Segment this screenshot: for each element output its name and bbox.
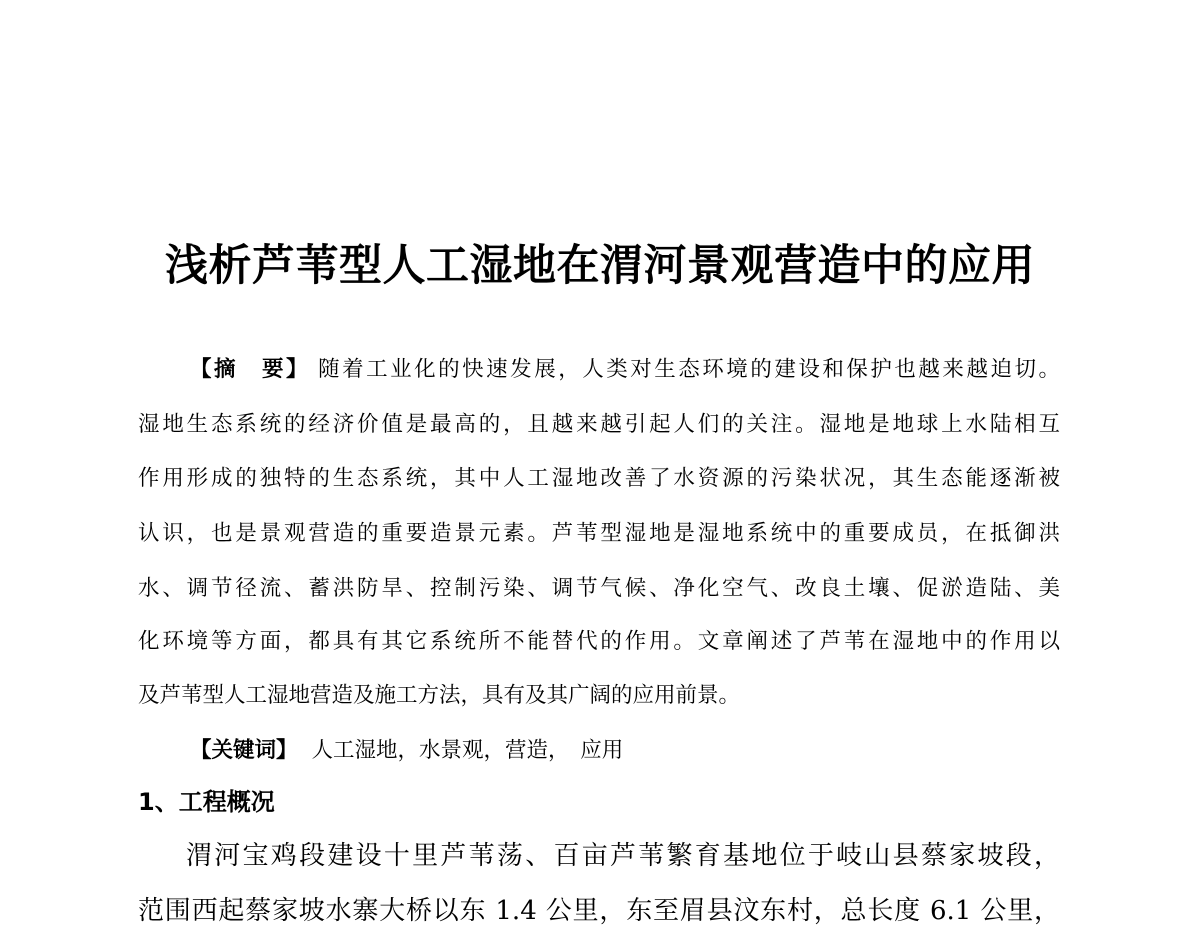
body-paragraph-line: 渭河宝鸡段建设十里芦苇荡、百亩芦苇繁育基地位于岐山县蔡家坡段， [186,841,1060,871]
keywords-line [190,736,623,766]
abstract-line: 化环境等方面，都具有其它系统所不能替代的作用。文章阐述了芦苇在湿地中的作用以 [138,629,1060,654]
abstract-line [190,355,1060,385]
paper-title: 浅析芦苇型人工湿地在渭河景观营造中的应用 [165,241,1035,291]
abstract-line: 水、调节径流、蓄洪防旱、控制污染、调节气候、净化空气、改良土壤、促淤造陆、美 [138,576,1060,601]
keywords-text: 人工湿地，水景观，营造， 应用 [311,738,624,763]
abstract-line: 作用形成的独特的生态系统，其中人工湿地改善了水资源的污染状况，其生态能逐渐被 [138,466,1060,491]
keywords-label: 【关键词】 [190,738,298,763]
abstract-label: 【摘 要】 [190,357,311,382]
abstract-line: 及芦苇型人工湿地营造及施工方法，具有及其广阔的应用前景。 [138,683,741,708]
body-paragraph-line: 范围西起蔡家坡水寨大桥以东 1.4 公里，东至眉县汶东村，总长度 6.1 公里， [138,896,1060,926]
abstract-line: 湿地生态系统的经济价值是最高的，且越来越引起人们的关注。湿地是地球上水陆相互 [138,412,1060,437]
section-heading: 1、工程概况 [138,788,275,816]
abstract-text: 随着工业化的快速发展，人类对生态环境的建设和保护也越来越迫切。 [318,357,1060,382]
abstract-line: 认识，也是景观营造的重要造景元素。芦苇型湿地是湿地系统中的重要成员，在抵御洪 [138,521,1060,546]
